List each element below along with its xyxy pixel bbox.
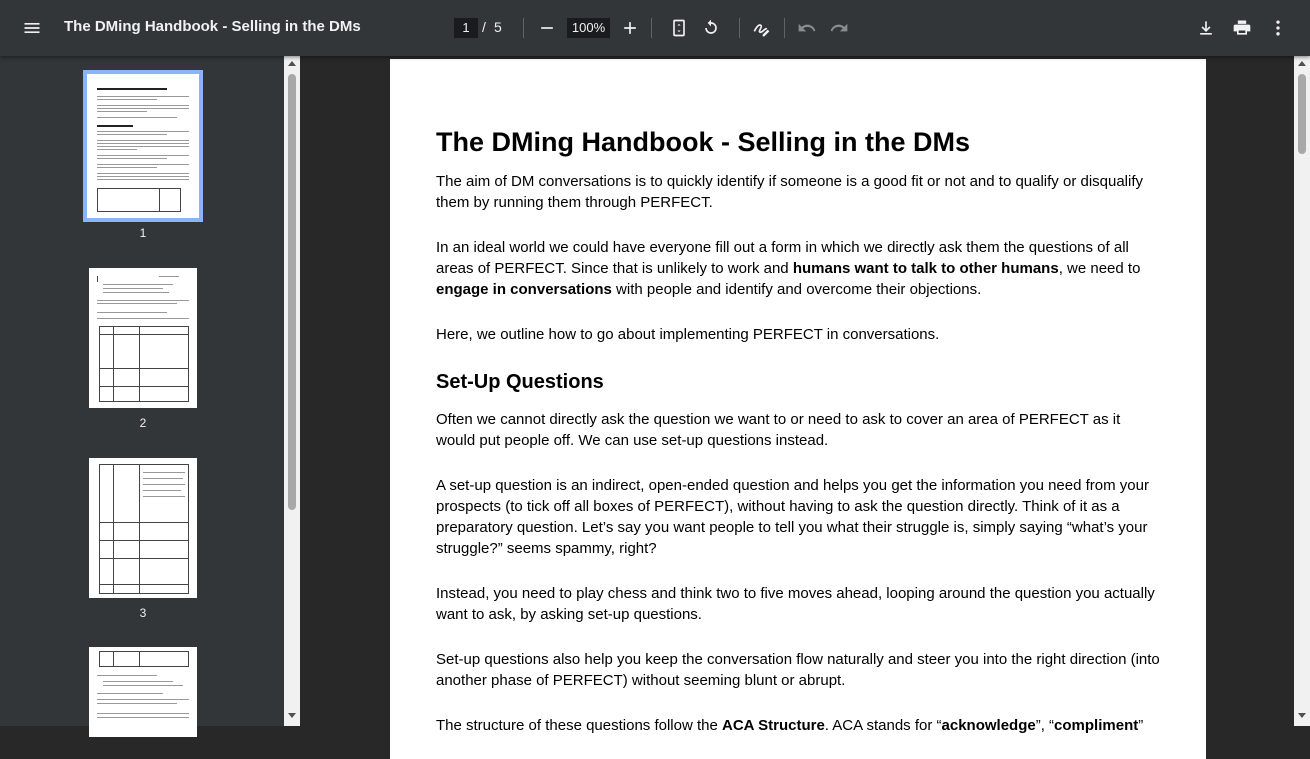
print-icon: [1232, 18, 1252, 38]
sidebar-scrollbar[interactable]: [284, 56, 300, 726]
thumbnail-page-1[interactable]: [83, 74, 203, 240]
toolbar-divider: [523, 18, 524, 38]
undo-icon: [797, 18, 817, 38]
zoom-in-button[interactable]: [614, 12, 646, 44]
thumbnail-page-4[interactable]: [83, 647, 203, 737]
thumbnail-image[interactable]: [87, 74, 199, 218]
paragraph: The aim of DM conversations is to quickly identify if someone is a good fit or not and to qualify or disqualify them by running them through PERFECT.: [436, 173, 1144, 211]
print-button[interactable]: [1226, 12, 1258, 44]
pdf-page-1: [390, 59, 1206, 759]
minus-icon: [537, 18, 557, 38]
zoom-input[interactable]: 100%: [567, 18, 610, 38]
thumbnail-image[interactable]: [89, 647, 197, 737]
thumbnail-sidebar: [0, 56, 300, 726]
page-total: 5: [494, 19, 502, 35]
paragraph: Often we cannot directly ask the question we want to or need to ask to cover an area of PERFECT as it would put people off. We can use set-up questions instead.: [436, 411, 1121, 449]
fit-page-icon: [669, 18, 689, 38]
more-options-button[interactable]: [1262, 12, 1294, 44]
document-scrollbar-thumb[interactable]: [1298, 74, 1306, 154]
more-vert-icon: [1268, 18, 1288, 38]
download-button[interactable]: [1190, 12, 1222, 44]
toolbar-divider: [784, 18, 785, 38]
redo-icon: [829, 18, 849, 38]
page-separator: /: [482, 19, 486, 35]
thumbnail-page-2[interactable]: [83, 268, 203, 430]
download-icon: [1196, 18, 1216, 38]
toolbar-divider: [739, 18, 740, 38]
scroll-down-arrow[interactable]: [288, 713, 296, 718]
undo-button[interactable]: [791, 12, 823, 44]
paragraph: A set-up question is an indirect, open-ended question and helps you get the information you need from your prospects (to tick off all boxes of PERFECT), without having to ask the question directly. Think of it as a preparatory question. Let’s say you want people to tell you what their struggle is, simply saying “what’s your struggle?” seems spammy, right?: [436, 477, 1149, 557]
paragraph: Here, we outline how to go about implementing PERFECT in conversations.: [436, 326, 940, 343]
scroll-up-arrow[interactable]: [288, 61, 296, 66]
thumbnail-page-number: 1: [139, 226, 147, 240]
page-number-input[interactable]: 1: [454, 18, 478, 38]
section-heading: Set-Up Questions: [436, 371, 604, 393]
paragraph: Instead, you need to play chess and think two to five moves ahead, looping around the question you actually want to ask, by asking set-up questions.: [436, 585, 1155, 623]
paragraph: In an ideal world we could have everyone fill out a form in which we directly ask them the questions of all areas of PERFECT. Since that is unlikely to work and humans want to talk to other humans, we need to engage in conversations with people and identify and overcome their objections.: [436, 239, 1141, 298]
fit-page-button[interactable]: [663, 12, 695, 44]
paragraph: Set-up questions also help you keep the conversation flow naturally and steer you into the right direction (into another phase of PERFECT) without seeming blunt or abrupt.: [436, 651, 1160, 689]
plus-icon: [620, 18, 640, 38]
scroll-up-arrow[interactable]: [1298, 61, 1306, 66]
sidebar-scrollbar-thumb[interactable]: [288, 74, 296, 510]
rotate-icon: [701, 18, 721, 38]
thumbnail-image[interactable]: [89, 268, 197, 408]
thumbnail-page-number: 3: [139, 606, 147, 620]
paragraph: The structure of these questions follow the ACA Structure. ACA stands for “acknowledge”, “compliment”: [436, 717, 1144, 734]
toolbar-divider: [651, 18, 652, 38]
document-heading: The DMing Handbook - Selling in the DMs: [436, 127, 970, 157]
rotate-button[interactable]: [695, 12, 727, 44]
thumbnail-image[interactable]: [89, 458, 197, 598]
zoom-out-button[interactable]: [531, 12, 563, 44]
thumbnail-page-3[interactable]: [83, 458, 203, 620]
annotate-icon: [751, 18, 771, 38]
document-scrollbar[interactable]: [1294, 56, 1310, 726]
annotate-button[interactable]: [745, 12, 777, 44]
scroll-down-arrow[interactable]: [1298, 713, 1306, 718]
pdf-toolbar: [0, 0, 1310, 56]
thumbnail-page-number: 2: [139, 416, 147, 430]
redo-button[interactable]: [823, 12, 855, 44]
document-title: The DMing Handbook - Selling in the DMs: [64, 18, 361, 35]
menu-icon[interactable]: [16, 12, 48, 44]
